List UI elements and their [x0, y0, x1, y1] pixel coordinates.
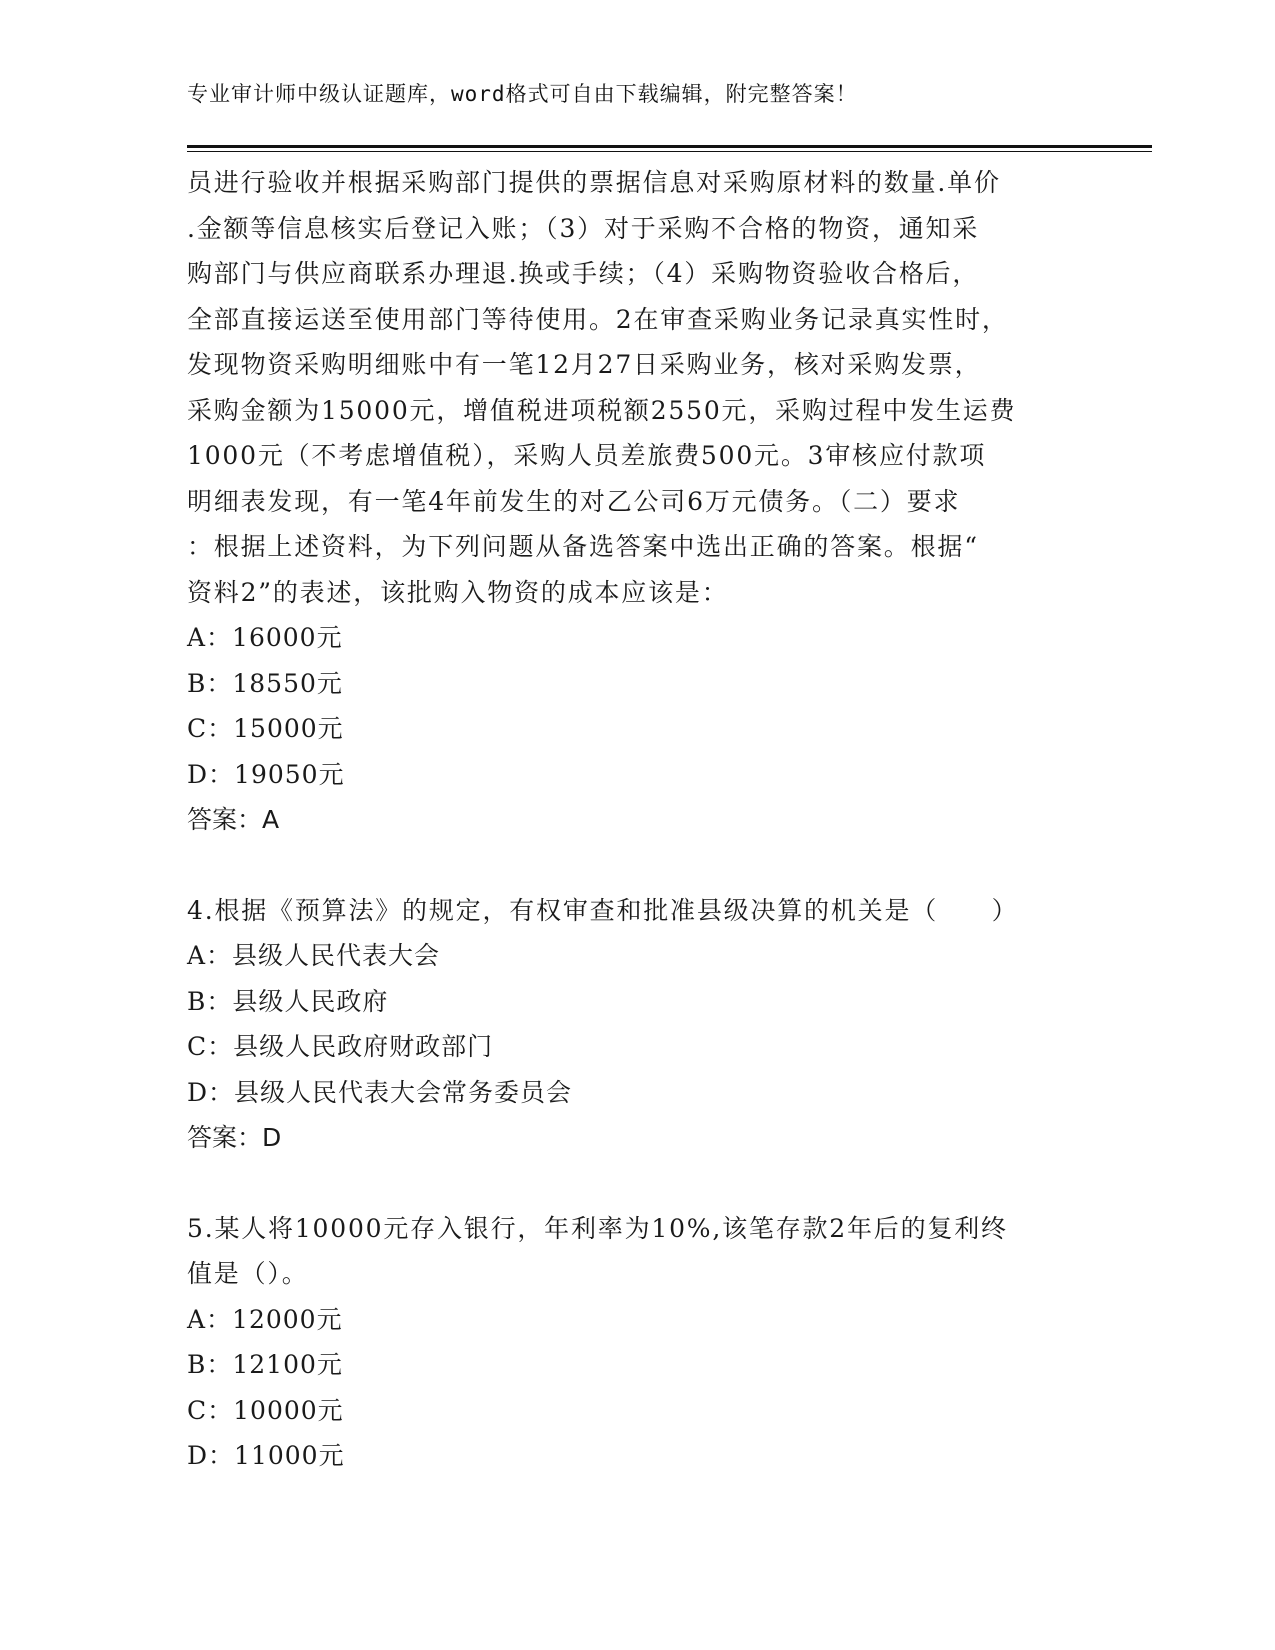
question-3-option-d: D：19050元	[187, 759, 345, 789]
question-3-option-a: A：16000元	[187, 623, 343, 652]
question-4-option-c: C：县级人民政府财政部门	[187, 1032, 494, 1061]
question-4-answer: 答案：D	[187, 1123, 282, 1152]
question-5-title-line: 值是（）。	[187, 1259, 309, 1288]
header-divider-thin	[187, 151, 1152, 152]
question-4-option-b: B：县级人民政府	[187, 986, 389, 1016]
document-body	[187, 160, 1087, 1479]
question-5-option-d: D：11000元	[187, 1441, 345, 1470]
question-3-option-b: B：18550元	[187, 668, 343, 698]
question-3-line: 资料2”的表述，该批购入物资的成本应该是：	[187, 577, 729, 607]
question-3-line: 采购金额为15000元，增值税进项税额2550元，采购过程中发生运费	[187, 395, 1017, 425]
question-3-line: .金额等信息核实后登记入账；（3）对于采购不合格的物资，通知采	[187, 213, 980, 243]
question-3-line: 购部门与供应商联系办理退.换或手续；（4）采购物资验收合格后，	[187, 259, 980, 288]
question-3-option-c: C：15000元	[187, 714, 344, 743]
question-3-line: 全部直接运送至使用部门等待使用。2在审查采购业务记录真实性时，	[187, 304, 1009, 334]
spacer	[187, 843, 1087, 888]
question-3-line: 1000元（不考虑增值税），采购人员差旅费500元。3审核应付款项	[187, 441, 987, 470]
question-3-line: 发现物资采购明细账中有一笔12月27日采购业务，核对采购发票，	[187, 350, 982, 379]
question-5-option-a: A：12000元	[187, 1304, 343, 1334]
header-divider-thick	[187, 145, 1152, 148]
spacer	[187, 1161, 1087, 1206]
question-4-title: 4.根据《预算法》的规定，有权审查和批准县级决算的机关是（ ）	[187, 895, 1019, 925]
question-5-option-c: C：10000元	[187, 1395, 344, 1425]
question-3-text	[187, 160, 1087, 615]
question-3-answer: 答案：A	[187, 805, 280, 834]
question-4-option-d: D：县级人民代表大会常务委员会	[187, 1077, 573, 1107]
question-3-line: 员进行验收并根据采购部门提供的票据信息对采购原材料的数量.单价	[187, 168, 1001, 197]
question-4-option-a: A：县级人民代表大会	[187, 941, 441, 970]
question-5-title-line: 5.某人将10000元存入银行，年利率为10%,该笔存款2年后的复利终	[187, 1213, 1008, 1243]
question-3-line: ：根据上述资料，为下列问题从备选答案中选出正确的答案。根据“	[187, 532, 979, 561]
question-5-option-b: B：12100元	[187, 1350, 343, 1379]
page-header-note: 专业审计师中级认证题库，word格式可自由下载编辑，附完整答案！	[187, 82, 858, 106]
question-3-line: 明细表发现，有一笔4年前发生的对乙公司6万元债务。（二）要求	[187, 486, 961, 516]
